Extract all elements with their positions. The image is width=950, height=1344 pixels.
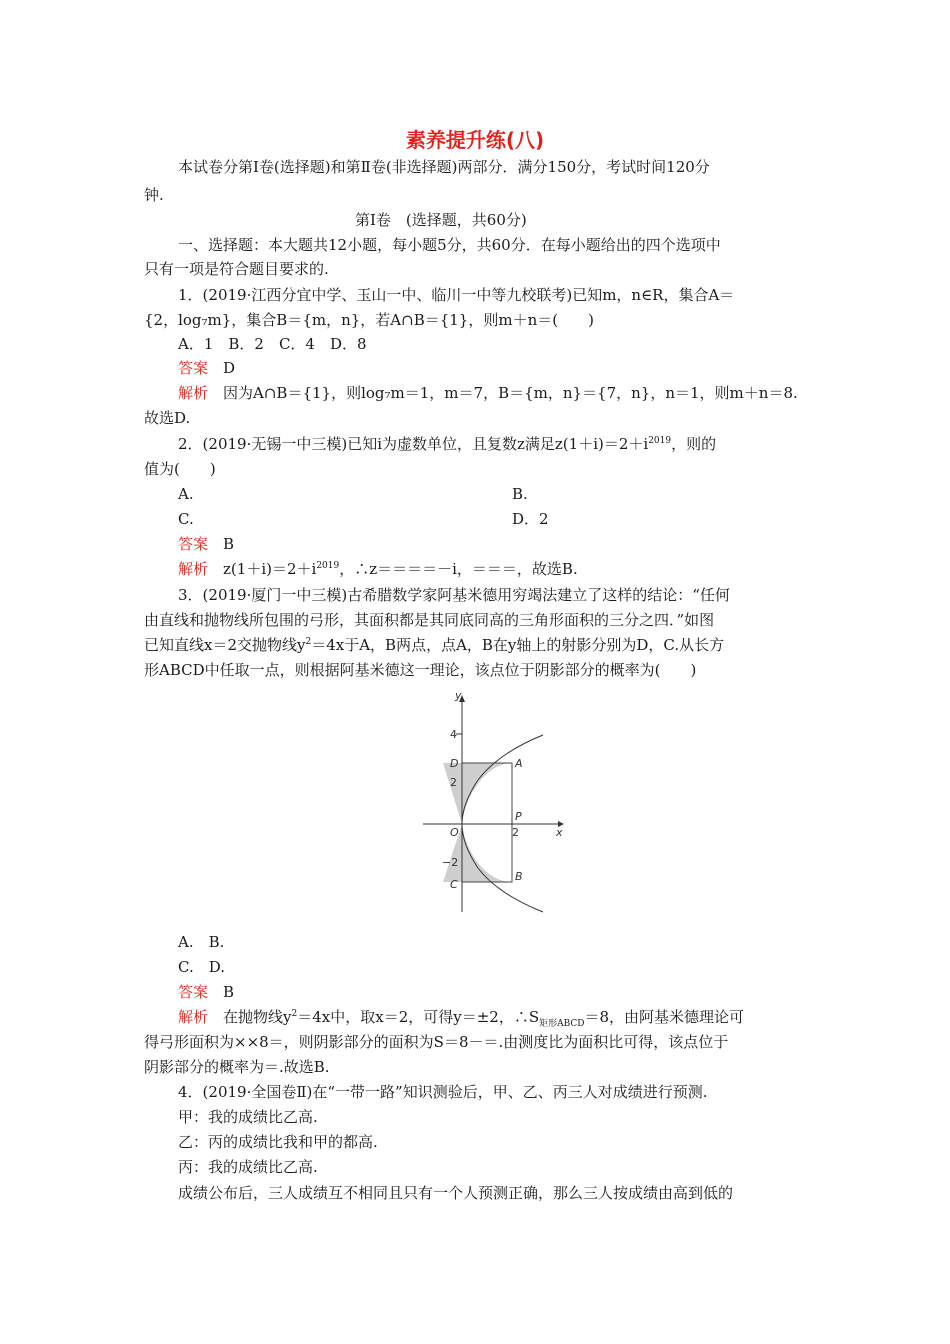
tick-label-2: 2 [450, 776, 457, 789]
section-heading: 第Ⅰ卷 (选择题，共60分) [355, 211, 527, 229]
q2-option-b: B. [512, 485, 528, 503]
point-label-p: P [515, 810, 522, 823]
q2-stem-line-2: 值为( ) [144, 460, 216, 478]
q1-stem-line-2: {2，log₇m}，集合B＝{m，n}，若A∩B＝{1}，则m＋n＝( ) [144, 311, 594, 329]
q2-answer-row [178, 534, 234, 554]
point-label-b: B [515, 870, 523, 883]
q3-analysis-part-a: 在抛物线y [223, 1008, 292, 1026]
q3-analysis-exponent: 2 [291, 1009, 298, 1019]
q3-answer: B [223, 983, 235, 1001]
q1-analysis-line-1: 因为A∩B＝{1}，则log₇m＝1，m＝7，B＝{m，n}＝{7，n}，n＝1，则m＋n＝8. [223, 384, 798, 402]
q2-analysis-exponent: 2019 [316, 561, 340, 571]
q2-option-a: A. [178, 485, 194, 503]
q1-analysis-row [178, 383, 798, 403]
q2-analysis-part-b: ，∴z＝＝＝＝－i，＝＝＝，故选B. [339, 560, 578, 578]
q3-stem-line-3 [144, 635, 724, 655]
q3-stem-line-4: 形ABCD中任取一点，则根据阿基米德这一理论，该点位于阴影部分的概率为( ) [144, 661, 697, 679]
intro-line-1: 本试卷分第Ⅰ卷(选择题)和第Ⅱ卷(非选择题)两部分．满分150分，考试时间120分 [178, 158, 710, 176]
q3-stem-exponent: 2 [305, 637, 312, 647]
axis-label-y: y [455, 690, 462, 702]
q3-analysis-subscript: 矩形ABCD [539, 1019, 585, 1029]
q1-analysis-line-2: 故选D. [144, 409, 191, 427]
tick-label-x2: 2 [512, 826, 519, 839]
q2-stem-exponent: 2019 [648, 436, 672, 446]
q3-stem-line-2: 由直线和抛物线所包围的弓形，其面积都是其同底同高的三角形面积的三分之四．”如图 [144, 611, 715, 629]
origin-label: O [450, 826, 459, 839]
q4-statement-bing: 丙：我的成绩比乙高. [178, 1158, 318, 1176]
q2-stem-part-b: ，则的 [671, 435, 717, 453]
q3-stem-part-b: ＝4x于A，B两点，点A，B在y轴上的射影分别为D，C.从长方 [311, 636, 725, 654]
tick-label-neg2: −2 [442, 856, 459, 869]
tick-label-4: 4 [450, 728, 457, 741]
q3-stem-line-1: 3．(2019·厦门一中三模)古希腊数学家阿基米德用穷竭法建立了这样的结论：“任何 [178, 586, 730, 604]
q2-answer: B [223, 535, 235, 553]
q1-options: A．1 B．2 C．4 D．8 [178, 335, 367, 353]
q4-stem-last: 成绩公布后，三人成绩互不相同且只有一个人预测正确，那么三人按成绩由高到低的 [178, 1184, 734, 1202]
q3-analysis-part-b: ＝4x中，取x＝2，可得y＝±2，∴S [297, 1008, 540, 1026]
point-label-d: D [450, 757, 459, 770]
q3-analysis-line-3: 阴影部分的概率为＝.故选B. [144, 1058, 330, 1076]
q2-option-d: D．2 [512, 510, 549, 528]
page-title: 素养提升练(八) [405, 128, 545, 152]
analysis-label: 解析 [178, 560, 209, 578]
q2-analysis-part-a: z(1＋i)＝2＋i [223, 560, 317, 578]
q4-stem-line-1: 4．(2019·全国卷Ⅱ)在“一带一路”知识测验后，甲、乙、丙三人对成绩进行预测. [178, 1083, 708, 1101]
part1-line-1: 一、选择题：本大题共12小题，每小题5分，共60分．在每小题给出的四个选项中 [178, 236, 721, 254]
parabola-figure [418, 690, 568, 915]
axis-label-x: x [556, 826, 563, 839]
q3-analysis-row [178, 1007, 744, 1027]
answer-label: 答案 [178, 359, 209, 377]
q3-answer-row [178, 982, 234, 1002]
point-label-a: A [515, 757, 523, 770]
q2-stem-line-1 [178, 434, 716, 454]
answer-label: 答案 [178, 535, 209, 553]
q2-analysis-row [178, 559, 578, 579]
shaded-region-top [443, 763, 512, 824]
part1-line-2: 只有一项是符合题目要求的. [144, 260, 329, 278]
q3-analysis-line-2: 得弓形面积为××8＝，则阴影部分的面积为S＝8－＝.由测度比为面积比可得，该点位于 [144, 1033, 729, 1051]
analysis-label: 解析 [178, 384, 209, 402]
analysis-label: 解析 [178, 1008, 209, 1026]
q1-answer: D [223, 359, 236, 377]
q2-stem-part-a: 2．(2019·无锡一中三模)已知i为虚数单位，且复数z满足z(1＋i)＝2＋i [178, 435, 649, 453]
q3-options-line-1: A. B. [178, 933, 225, 951]
q3-analysis-part-c: ＝8，由阿基米德理论可 [584, 1008, 745, 1026]
q3-options-line-2: C. D. [178, 958, 225, 976]
intro-line-2: 钟. [144, 186, 164, 204]
q4-statement-yi: 乙：丙的成绩比我和甲的都高. [178, 1133, 378, 1151]
q3-stem-part-a: 已知直线x＝2交抛物线y [144, 636, 306, 654]
answer-label: 答案 [178, 983, 209, 1001]
q2-option-c: C. [178, 510, 194, 528]
q4-statement-jia: 甲：我的成绩比乙高. [178, 1108, 318, 1126]
point-label-c: C [450, 878, 458, 891]
q1-answer-row [178, 358, 235, 378]
q1-stem-line-1: 1．(2019·江西分宜中学、玉山一中、临川一中等九校联考)已知m，n∈R，集合A＝ [178, 286, 735, 304]
